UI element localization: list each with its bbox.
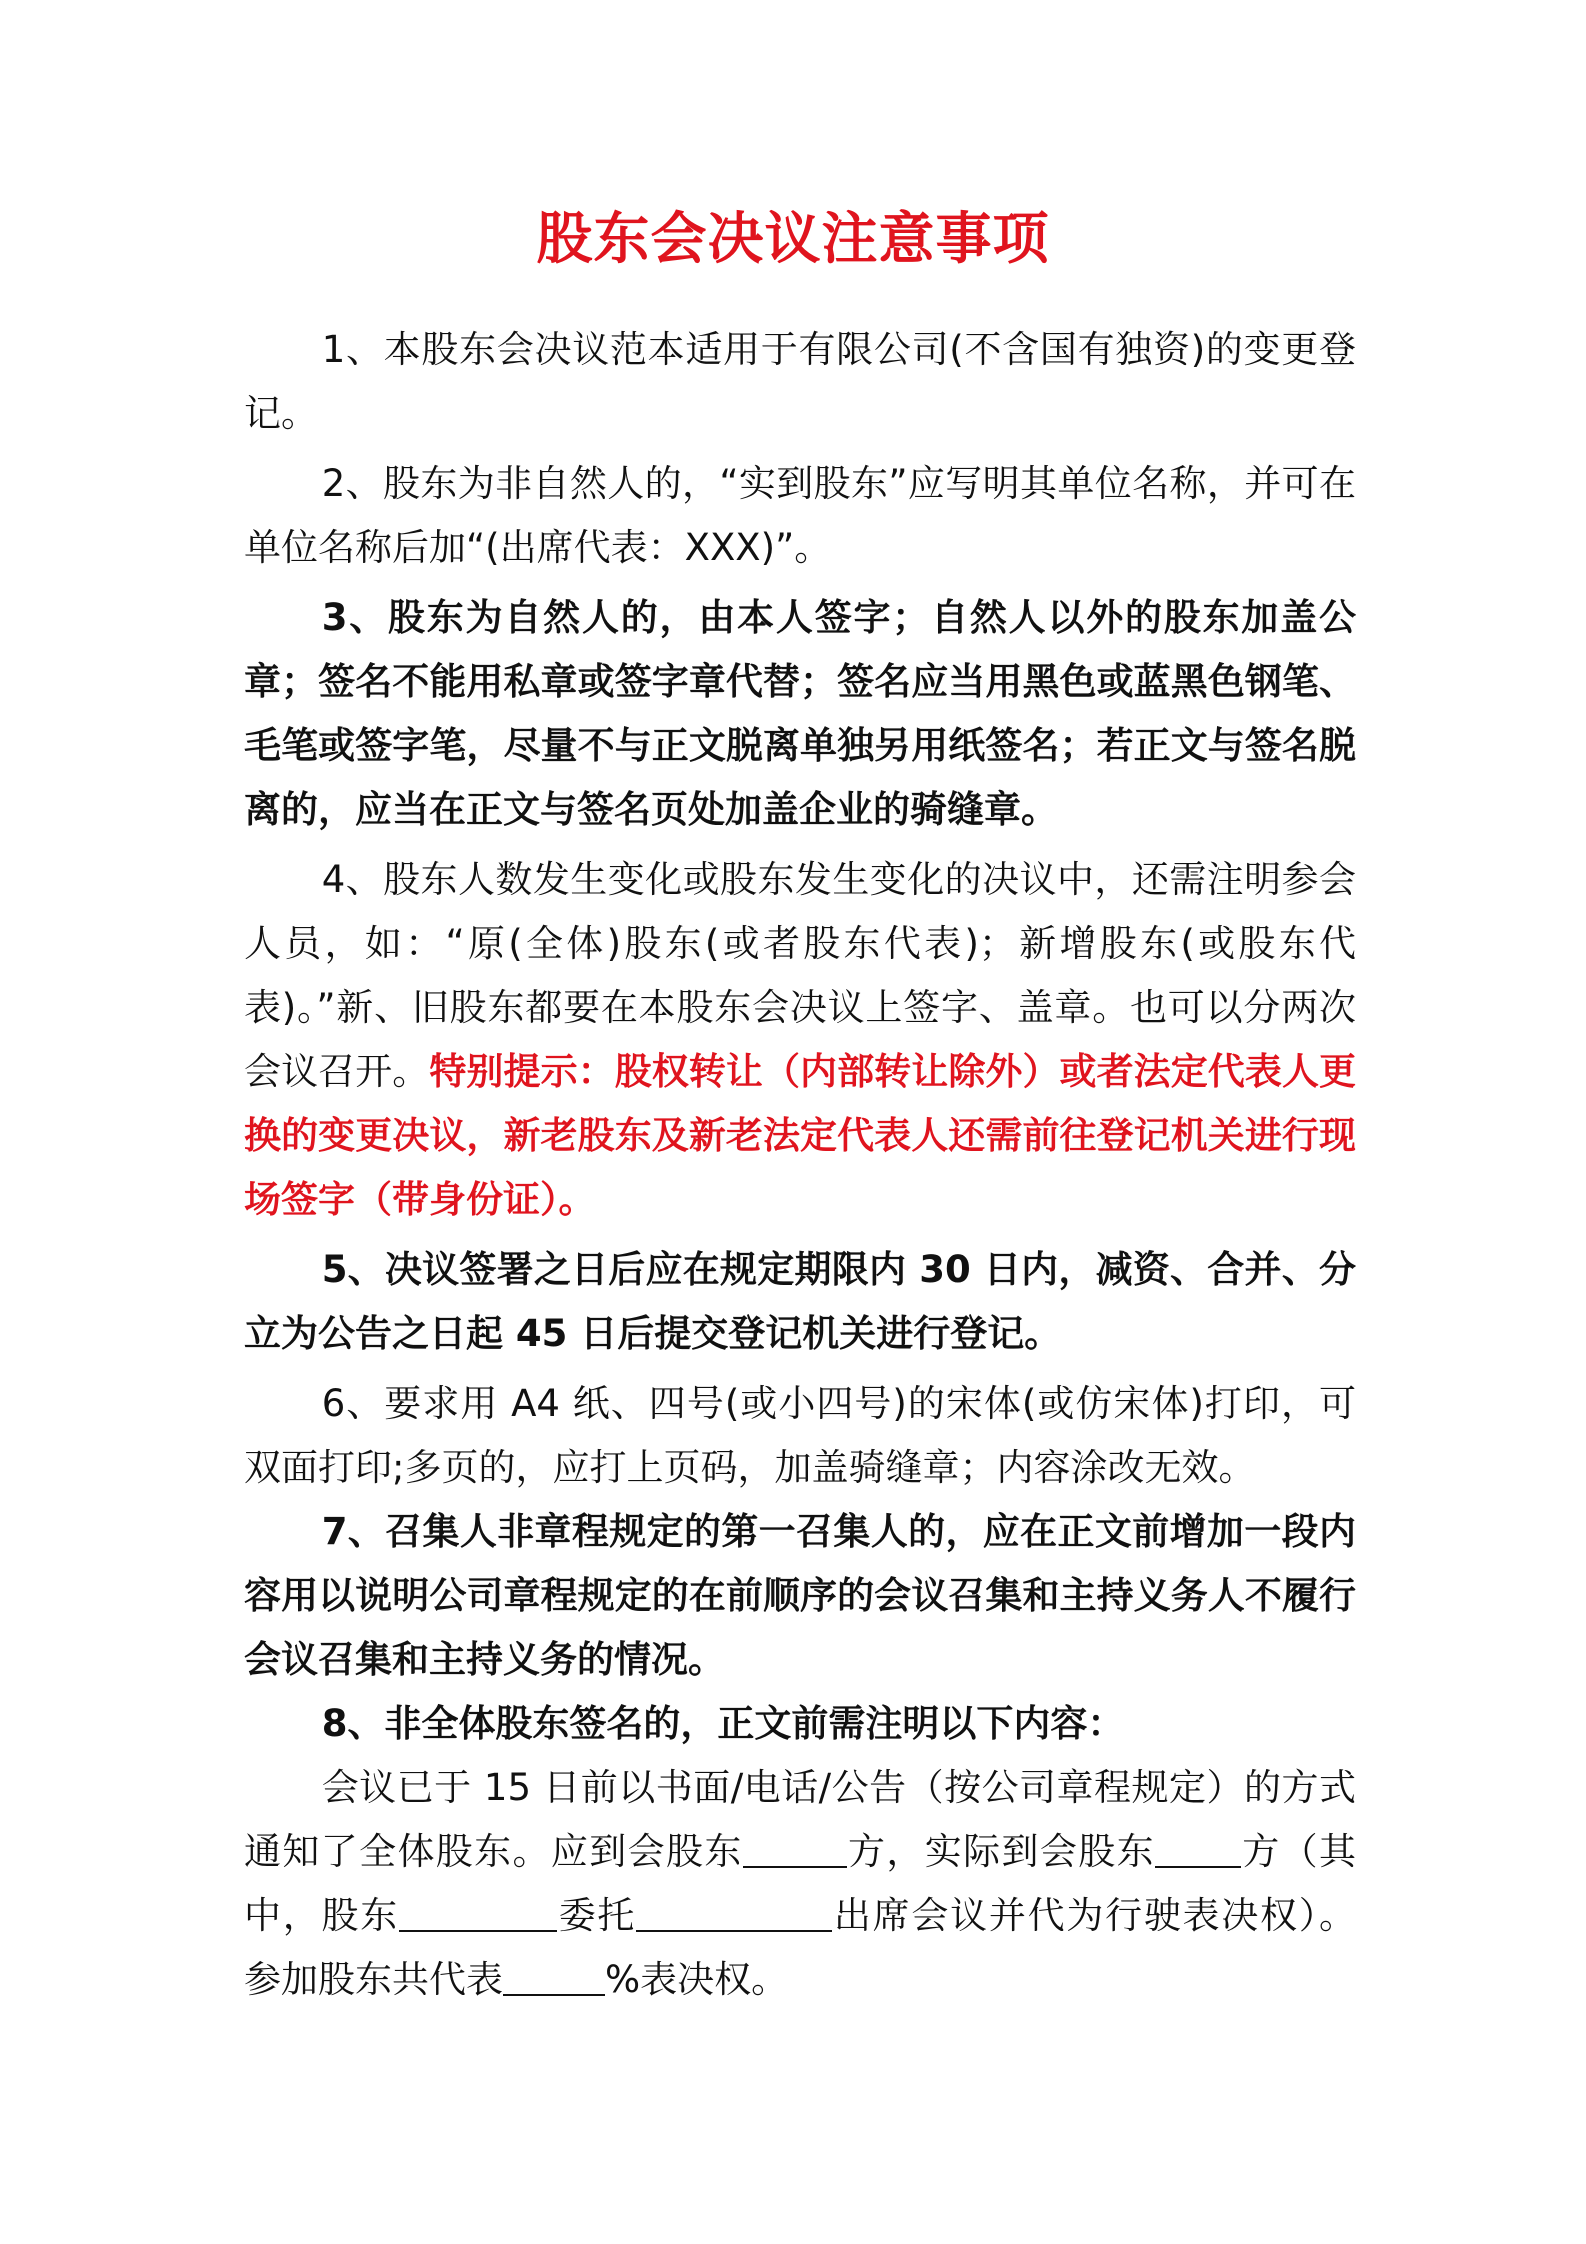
item-4-text: 4、股东人数发生变化或股东发生变化的决议中，还需注明参会人员，如：“原(全体)股东(或者股东代表)；新增股东(或股东代表)。”新、旧股东都要在本股东会决议上签字、盖章。也可以分两次会议召开。 (244, 858, 1356, 1093)
item-7: 7、召集人非章程规定的第一召集人的，应在正文前增加一段内容用以说明公司章程规定的在前顺序的会议召集和主持义务人不履行会议召集和主持义务的情况。 (244, 1510, 1356, 1681)
page-title: 股东会决议注意事项 (536, 207, 1050, 272)
blank-attending-shareholders (1155, 1826, 1241, 1868)
item-2: 2、股东为非自然人的，“实到股东”应写明其单位名称，并可在单位名称后加“(出席代表：XXX)”。 (244, 462, 1356, 569)
special-notice: 特别提示：股权转让（内部转让除外）或者法定代表人更换的变更决议，新老股东及新老法定代表人还需前往登记机关进行现场签字（带身份证）。 (244, 1050, 1357, 1221)
notice-text-4: 委托 (556, 1894, 637, 1937)
blank-expected-shareholders (743, 1826, 847, 1868)
item-3: 3、股东为自然人的，由本人签字；自然人以外的股东加盖公章；签名不能用私章或签字章代替；签名应当用黑色或蓝黑色钢笔、毛笔或签字笔，尽量不与正文脱离单独另用纸签名；若正文与签名脱离的，应当在正文与签名页处加盖企业的骑缝章。 (244, 596, 1356, 831)
blank-voting-percentage (503, 1954, 605, 1996)
item-1: 1、本股东会决议范本适用于有限公司(不含国有独资)的变更登记。 (244, 328, 1356, 435)
notice-text-2: 方，实际到会股东 (846, 1830, 1155, 1873)
item-6: 6、要求用 A4 纸、四号(或小四号)的宋体(或仿宋体)打印，可双面打印;多页的，应打上页码，加盖骑缝章；内容涂改无效。 (244, 1382, 1356, 1489)
notice-text-5: 出席会议并代为行驶表决权）。参加股东共代表 (244, 1894, 1357, 2001)
notice-template (244, 1756, 1356, 2012)
document-body (244, 318, 1356, 2012)
item-8: 8、非全体股东签名的，正文前需注明以下内容： (321, 1702, 1125, 1745)
blank-delegating-shareholder (399, 1890, 557, 1932)
notice-text-6: %表决权。 (605, 1958, 789, 2001)
blank-proxy (636, 1890, 832, 1932)
notice-text-1: 会议已于 15 日前以书面/电话/公告（按公司章程规定）的方式通知了全体股东。应到会股东 (244, 1766, 1356, 1873)
notice-text-3: 方（其中，股东 (244, 1830, 1357, 1937)
item-4 (244, 848, 1356, 1232)
item-5: 5、决议签署之日后应在规定期限内 30 日内，减资、合并、分立为公告之日起 45 日后提交登记机关进行登记。 (244, 1248, 1356, 1355)
